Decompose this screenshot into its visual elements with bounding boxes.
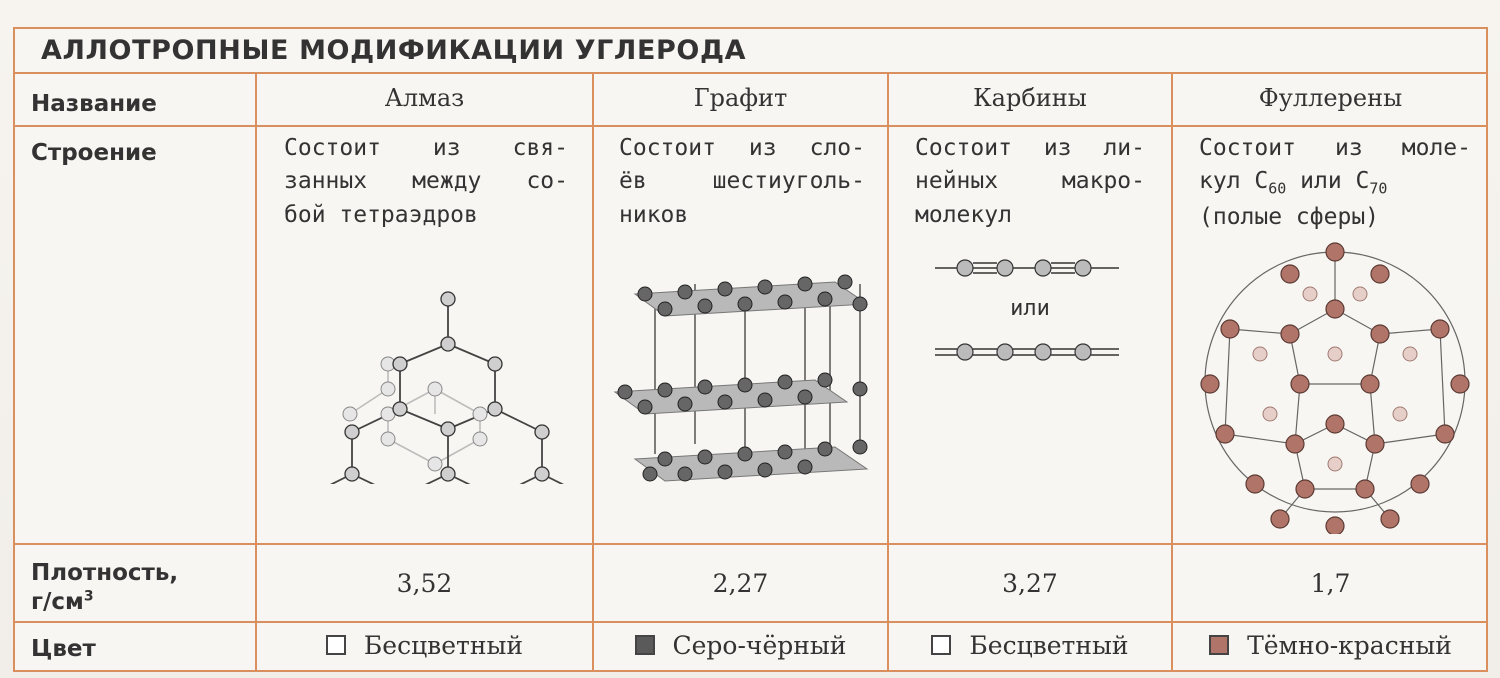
graphite-color-swatch <box>635 635 655 655</box>
diamond-density-value: 3,52 <box>396 569 453 598</box>
fullerene-structure-sub: 70 <box>1369 179 1388 198</box>
carbyne-color-swatch <box>931 635 951 655</box>
fullerene-density-value: 1,7 <box>1310 569 1351 598</box>
column-header-fullerene: Фуллерены <box>1258 84 1403 112</box>
row-label-structure: Строение <box>31 140 157 166</box>
carbyne-triple-bond-chain <box>933 251 1123 286</box>
column-header-carbyne: Карбины <box>973 84 1087 112</box>
diamond-structure-line: занных между со- <box>284 168 568 195</box>
table-title-row <box>15 29 1486 74</box>
diamond-structure-line: Состоит из свя- <box>284 135 568 161</box>
fullerene-color-label: Тёмно-красный <box>1247 630 1452 660</box>
graphite-structure-text <box>619 132 865 232</box>
row-label-density-line1: Плотность, <box>31 560 179 586</box>
fullerene-structure-fragment: или C <box>1286 168 1370 195</box>
graphite-structure-line: ников <box>619 201 689 228</box>
diamond-structure-line: бой тетраэдров <box>284 201 478 228</box>
fullerene-structure-fragment: кул C <box>1199 168 1269 195</box>
graphite-structure-line: ёв шестиуголь- <box>619 168 865 195</box>
fullerene-structure-sub: 60 <box>1268 179 1287 198</box>
graphite-structure-line: Состоит из сло- <box>619 135 865 161</box>
carbyne-density-value: 3,27 <box>1002 569 1058 598</box>
fullerene-molecule-illustration <box>1190 234 1480 534</box>
table-title: АЛЛОТРОПНЫЕ МОДИФИКАЦИИ УГЛЕРОДА <box>41 35 747 66</box>
row-label-name: Название <box>31 91 157 117</box>
diamond-color-label: Бесцветный <box>363 630 524 660</box>
diamond-color-cell <box>257 625 592 665</box>
carbyne-double-bond-chain <box>933 335 1123 370</box>
diamond-color-swatch <box>326 635 346 655</box>
carbyne-structure-line: молекул <box>915 201 1012 228</box>
diamond-lattice-illustration <box>280 254 590 484</box>
row-label-density <box>31 559 178 617</box>
row-label-density-unit: г/см <box>31 588 84 615</box>
allotropes-table <box>13 27 1488 672</box>
fullerene-color-cell <box>1173 625 1488 665</box>
graphite-color-cell <box>594 625 887 665</box>
column-header-graphite: Графит <box>693 84 788 112</box>
carbyne-color-cell <box>889 625 1171 665</box>
graphite-density-value: 2,27 <box>712 569 769 598</box>
graphite-layers-illustration <box>605 264 880 489</box>
carbyne-structure-line: нейных макро- <box>915 168 1145 195</box>
row-label-color: Цвет <box>31 636 96 662</box>
carbyne-or-label: или <box>1010 296 1050 321</box>
fullerene-structure-line: (полые сферы) <box>1199 203 1380 230</box>
row-divider-density <box>15 621 1486 623</box>
fullerene-color-swatch <box>1209 635 1229 655</box>
fullerene-structure-line <box>1199 165 1471 200</box>
column-header-diamond: Алмаз <box>384 84 465 112</box>
row-label-density-sup: 3 <box>83 588 94 605</box>
fullerene-structure-text <box>1199 132 1471 234</box>
graphite-color-label: Серо-чёрный <box>672 630 847 660</box>
fullerene-structure-line: Состоит из моле- <box>1199 135 1471 161</box>
row-divider-structure <box>15 543 1486 545</box>
row-divider-header <box>15 125 1486 127</box>
carbyne-color-label: Бесцветный <box>969 630 1129 660</box>
carbyne-structure-text <box>915 132 1145 232</box>
diamond-structure-text <box>284 132 568 232</box>
carbyne-structure-line: Состоит из ли- <box>915 135 1145 161</box>
